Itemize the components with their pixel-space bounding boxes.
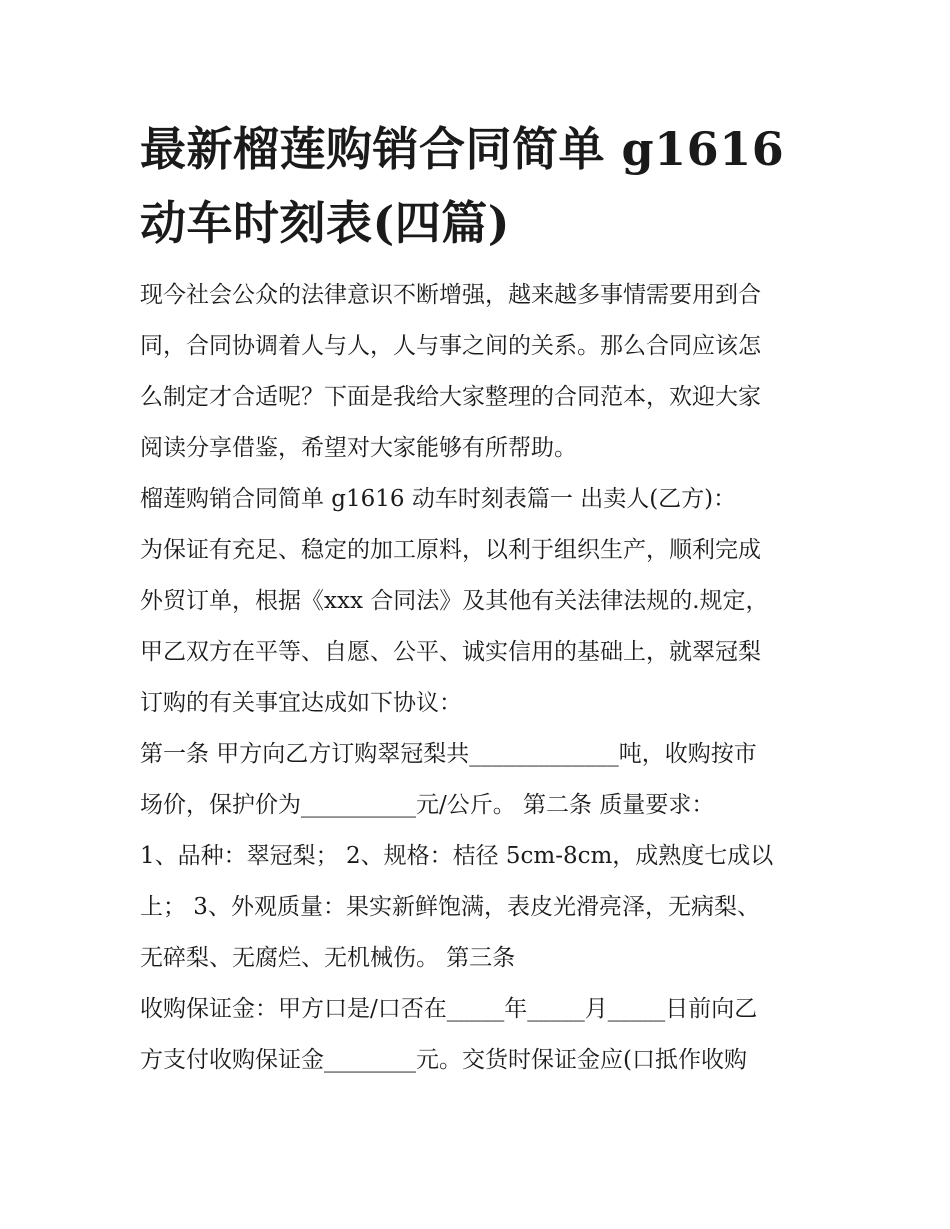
text-line: 无碎梨、无腐烂、无机械伤。 第三条: [140, 945, 516, 971]
text-line: 同，合同协调着人与人，人与事之间的关系。那么合同应该怎: [140, 333, 761, 359]
article-one-paragraph: [140, 729, 820, 984]
text-line: 甲乙双方在平等、自愿、公平、诚实信用的基础上，就翠冠梨: [140, 639, 761, 665]
text-line: 为保证有充足、稳定的加工原料，以利于组织生产，顺利完成: [140, 537, 761, 563]
document-body: [140, 270, 820, 1086]
text-line: 收购保证金：甲方口是/口否在_____年_____月_____日前向乙: [140, 996, 758, 1022]
text-line: 阅读分享借鉴，希望对大家能够有所帮助。: [140, 435, 577, 461]
text-line: 么制定才合适呢？下面是我给大家整理的合同范本，欢迎大家: [140, 384, 761, 410]
text-line: 榴莲购销合同简单 g1616 动车时刻表篇一 出卖人(乙方)：: [140, 486, 737, 512]
text-line: 1、品种：翠冠梨； 2、规格：桔径 5cm-8cm，成熟度七成以: [140, 843, 774, 869]
title-line: 动车时刻表(四篇): [140, 196, 511, 250]
document-title: [140, 112, 820, 260]
intro-paragraph: [140, 270, 820, 474]
text-line: 外贸订单，根据《xxx 合同法》及其他有关法律法规的.规定，: [140, 588, 769, 614]
text-line: 第一条 甲方向乙方订购翠冠梨共_____________吨，收购按市: [140, 741, 757, 767]
preamble-paragraph: [140, 525, 820, 729]
text-line: 场价，保护价为__________元/公斤。 第二条 质量要求：: [140, 792, 715, 818]
text-line: 订购的有关事宜达成如下协议：: [140, 690, 462, 716]
text-line: 现今社会公众的法律意识不断增强，越来越多事情需要用到合: [140, 282, 761, 308]
section-heading-paragraph: [140, 474, 820, 525]
deposit-paragraph: [140, 984, 820, 1086]
text-line: 方支付收购保证金________元。交货时保证金应(口抵作收购: [140, 1047, 747, 1073]
text-line: 上； 3、外观质量：果实新鲜饱满，表皮光滑亮泽，无病梨、: [140, 894, 760, 920]
document-page: [140, 112, 820, 1086]
title-line: 最新榴莲购销合同简单 g1616: [140, 122, 785, 176]
